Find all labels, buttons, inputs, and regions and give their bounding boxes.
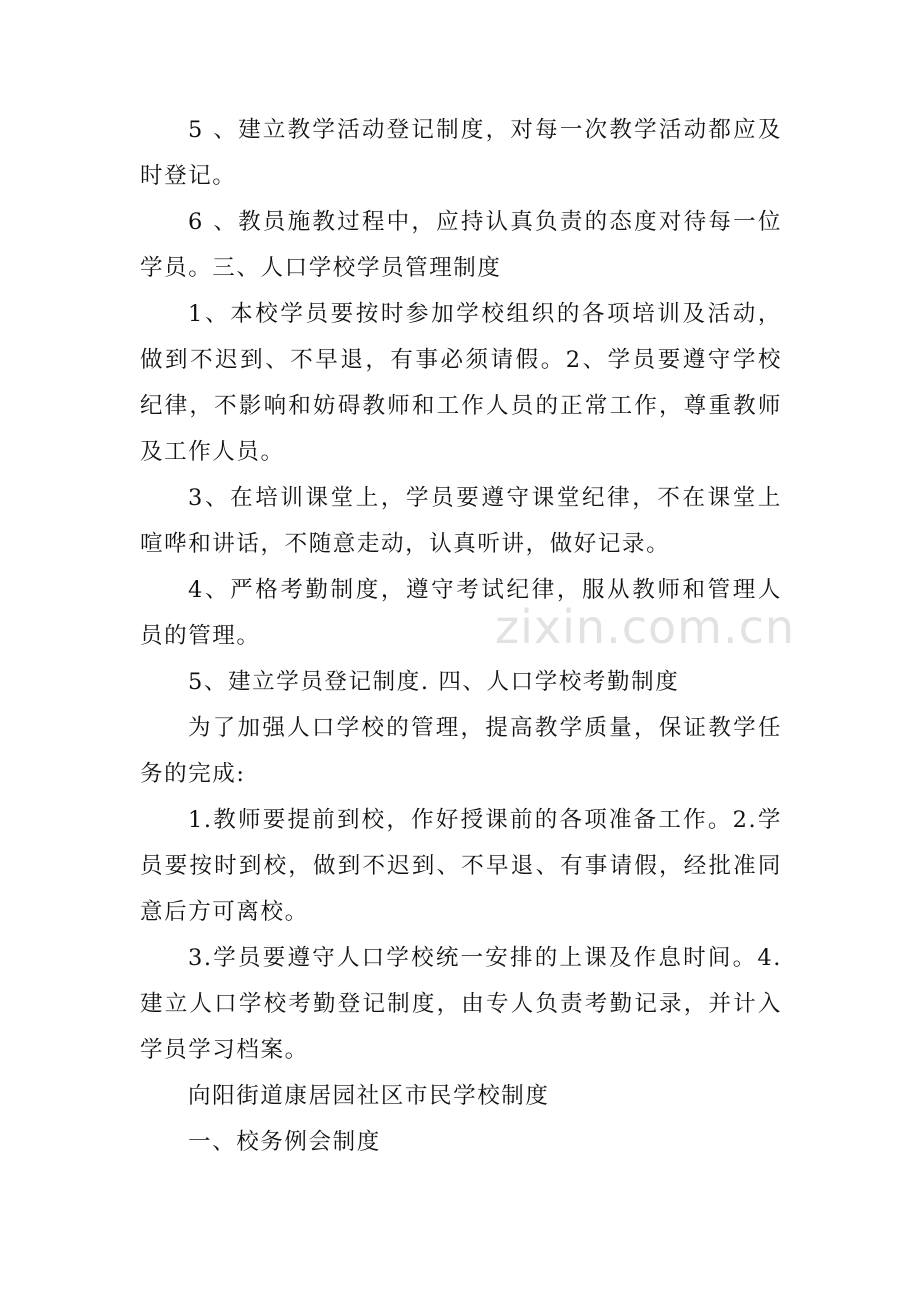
paragraph-6: 5、建立学员登记制度. 四、人口学校考勤制度: [188, 669, 680, 695]
paragraph-7: 为了加强人口学校的管理，提高教学质量，保证教学任务的完成:: [140, 715, 782, 787]
section-title: 向阳街道康居园社区市民学校制度: [188, 1083, 550, 1109]
paragraph-8: 1.教师要提前到校，作好授课前的各项准备工作。2.学员要按时到校，做到不迟到、不早退、有事请假，经批准同意后方可离校。: [140, 807, 782, 925]
paragraph-1: 5 、建立教学活动登记制度，对每一次教学活动都应及时登记。: [140, 117, 782, 189]
paragraph-9: 3.学员要遵守人口学校统一安排的上课及作息时间。4.建立人口学校考勤登记制度，由专人负责考勤记录，并计入学员学习档案。: [140, 945, 782, 1063]
document-body: [140, 107, 782, 1165]
paragraph-3: 1、本校学员要按时参加学校组织的各项培训及活动，做到不迟到、不早退，有事必须请假。2、学员要遵守学校纪律，不影响和妨碍教师和工作人员的正常工作，尊重教师及工作人员。: [140, 301, 782, 465]
paragraph-2: 6 、教员施教过程中，应持认真负责的态度对待每一位学员。三、人口学校学员管理制度: [140, 209, 782, 281]
watermark: zixin.com.cn: [495, 600, 796, 654]
paragraph-4: 3、在培训课堂上，学员要遵守课堂纪律，不在课堂上喧哗和讲话，不随意走动，认真听讲，做好记录。: [140, 485, 782, 557]
paragraph-5: 4、严格考勤制度，遵守考试纪律，服从教师和管理人员的管理。: [140, 577, 782, 649]
section-heading: 一、校务例会制度: [188, 1129, 381, 1155]
